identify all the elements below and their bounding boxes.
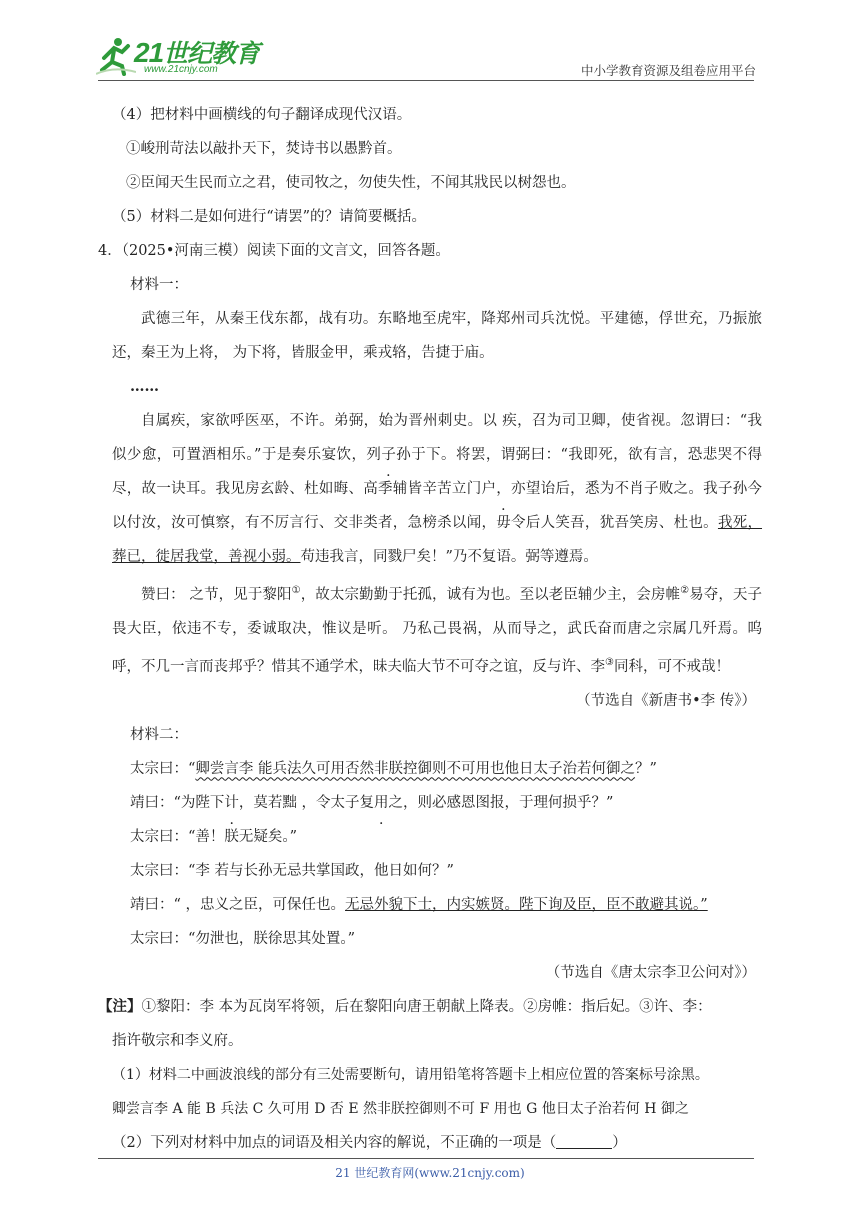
- dialogue-2: 靖曰：“为陛下计，莫若黜 ，令太子复用之，则必感恩图报，于理何损乎？”: [130, 794, 614, 811]
- sub-question-1: （1）材料二中画波浪线的部分有三处需要断句，请用铅笔将答题卡上相应位置的答案标号涂黑。: [112, 1066, 709, 1083]
- material-2-label: 材料二：: [130, 726, 188, 743]
- document-body: [98, 98, 763, 1160]
- sub-question-2: （2）下列对材料中加点的词语及相关内容的解说，不正确的一项是（ ）: [112, 1126, 762, 1160]
- wavy-underlined-text: 卿尝言李 能兵法久可用否然非朕控御则不可用也他日太子治若何御之: [195, 760, 636, 777]
- material-1-paragraph-3: 赞曰： 之节，见于黎阳①，故太宗勤勤于托孤，诚有为也。至以老臣辅少主，会房帷②易夺，天子畏大臣，依违不专，委诚取决，惟议是听。 乃私己畏祸，从而导之，武氏奋而唐之宗属几歼焉。呜呼，不几一言而丧邦乎？惜其不通学术，昧夫临大节不可夺之谊，反与许、李③同科，可不戒哉！: [112, 585, 763, 675]
- page-header: [0, 0, 860, 84]
- dialogue-6: 太宗曰：“勿泄也，朕徐思其处置。”: [130, 930, 356, 947]
- ellipsis: ……: [130, 378, 159, 395]
- footer-text: 21 世纪教育网(www.21cnjy.com): [335, 1166, 525, 1180]
- dotted-char-lie: 列: [366, 447, 382, 463]
- sentence-2: ②臣闻天生民而立之君，使司牧之，勿使失性，不闻其戕民以树怨也。: [126, 175, 576, 191]
- site-logo: [96, 34, 266, 80]
- note-line-2: 指许敬宗和李义府。: [112, 1032, 243, 1049]
- material-1-label: 材料一：: [130, 277, 188, 293]
- runner-logo-icon: [96, 36, 136, 76]
- sub-question-1-options: 卿尝言李 A 能 B 兵法 C 久可用 D 否 E 然非朕控御则不可 F 用也 G 他日太子治若何 H 御之: [112, 1100, 689, 1117]
- material-1-paragraph-2: 自属疾，家欲呼医巫，不许。弟弼，始为晋州刺史。以 疾，召为司卫卿，使省视。忽谓曰：“我似少愈，可置酒相乐。”于是奏乐宴饮，列子孙于下。将罢，谓弼曰：“我即死，欲有言，恐悲哭不得尽，故一诀耳。我见房玄龄、杜如晦、高季辅皆辛苦立门户，亦望诒后，悉为不肖子败之。我子孙今以付汝，汝可慎察，有不厉言行、交非类者，急榜杀以闻，毋令后人笑吾，犹吾笑房、杜也。我死，葬已，徙居我堂，善视小弱。苟违我言，同戮尸矣！”乃不复语。弼等遵焉。: [112, 413, 763, 565]
- question-4-prompt: （4）把材料中画横线的句子翻译成现代汉语。: [112, 107, 412, 123]
- underlined-sentence-2: 无忌外貌下士，内实嫉贤。陛下询及臣，臣不敢避其说。”: [345, 896, 708, 913]
- problem-4-heading: 4．（2025•河南三模）阅读下面的文言文，回答各题。: [98, 243, 450, 259]
- footer-divider: [98, 1158, 754, 1159]
- sentence-1: ①峻刑苛法以敲扑天下，焚诗书以愚黔首。: [126, 141, 402, 157]
- dialogue-1: 太宗曰：“卿尝言李 能兵法久可用否然非朕控御则不可用也他日太子治若何御之？”: [130, 760, 657, 777]
- dialogue-3: 太宗曰：“善！朕无疑矣。”: [130, 828, 298, 845]
- logo-text: 21世纪教育: [134, 37, 260, 68]
- dialogue-4: 太宗曰：“李 若与长孙无忌共掌国政，他日如何？”: [130, 862, 454, 879]
- question-5-prompt: （5）材料二是如何进行“请罢”的？请简要概括。: [112, 209, 427, 225]
- header-divider: [98, 80, 754, 81]
- note-line-1: 【注】①黎阳：李 本为瓦岗军将领，后在黎阳向唐王朝献上降表。②房帷：指后妃。③许、李：: [98, 997, 712, 1015]
- platform-title: 中小学教育资源及组卷应用平台: [580, 63, 756, 78]
- material-1-paragraph-1: 武德三年，从秦王伐东都，战有功。东略地至虎牢，降郑州司兵沈悦。平建德，俘世充，乃振旅还，秦王为上将， 为下将，皆服金甲，乘戎辂，告捷于庙。: [112, 311, 762, 361]
- answer-blank[interactable]: [556, 1130, 612, 1149]
- dotted-char-hu: 户: [481, 481, 497, 497]
- source-1: （节选自《新唐书•李 传》）: [576, 692, 756, 709]
- underlined-sentence: 我死，葬已，徙居我堂，善视小弱。: [112, 515, 763, 565]
- logo-url: www.21cnjy.com: [144, 64, 218, 75]
- source-2: （节选自《唐太宗李卫公问对》）: [545, 964, 756, 981]
- dialogue-5: 靖曰：“ ，忠义之臣，可保任也。无忌外貌下士，内实嫉贤。陛下询及臣，臣不敢避其说。”: [130, 896, 708, 913]
